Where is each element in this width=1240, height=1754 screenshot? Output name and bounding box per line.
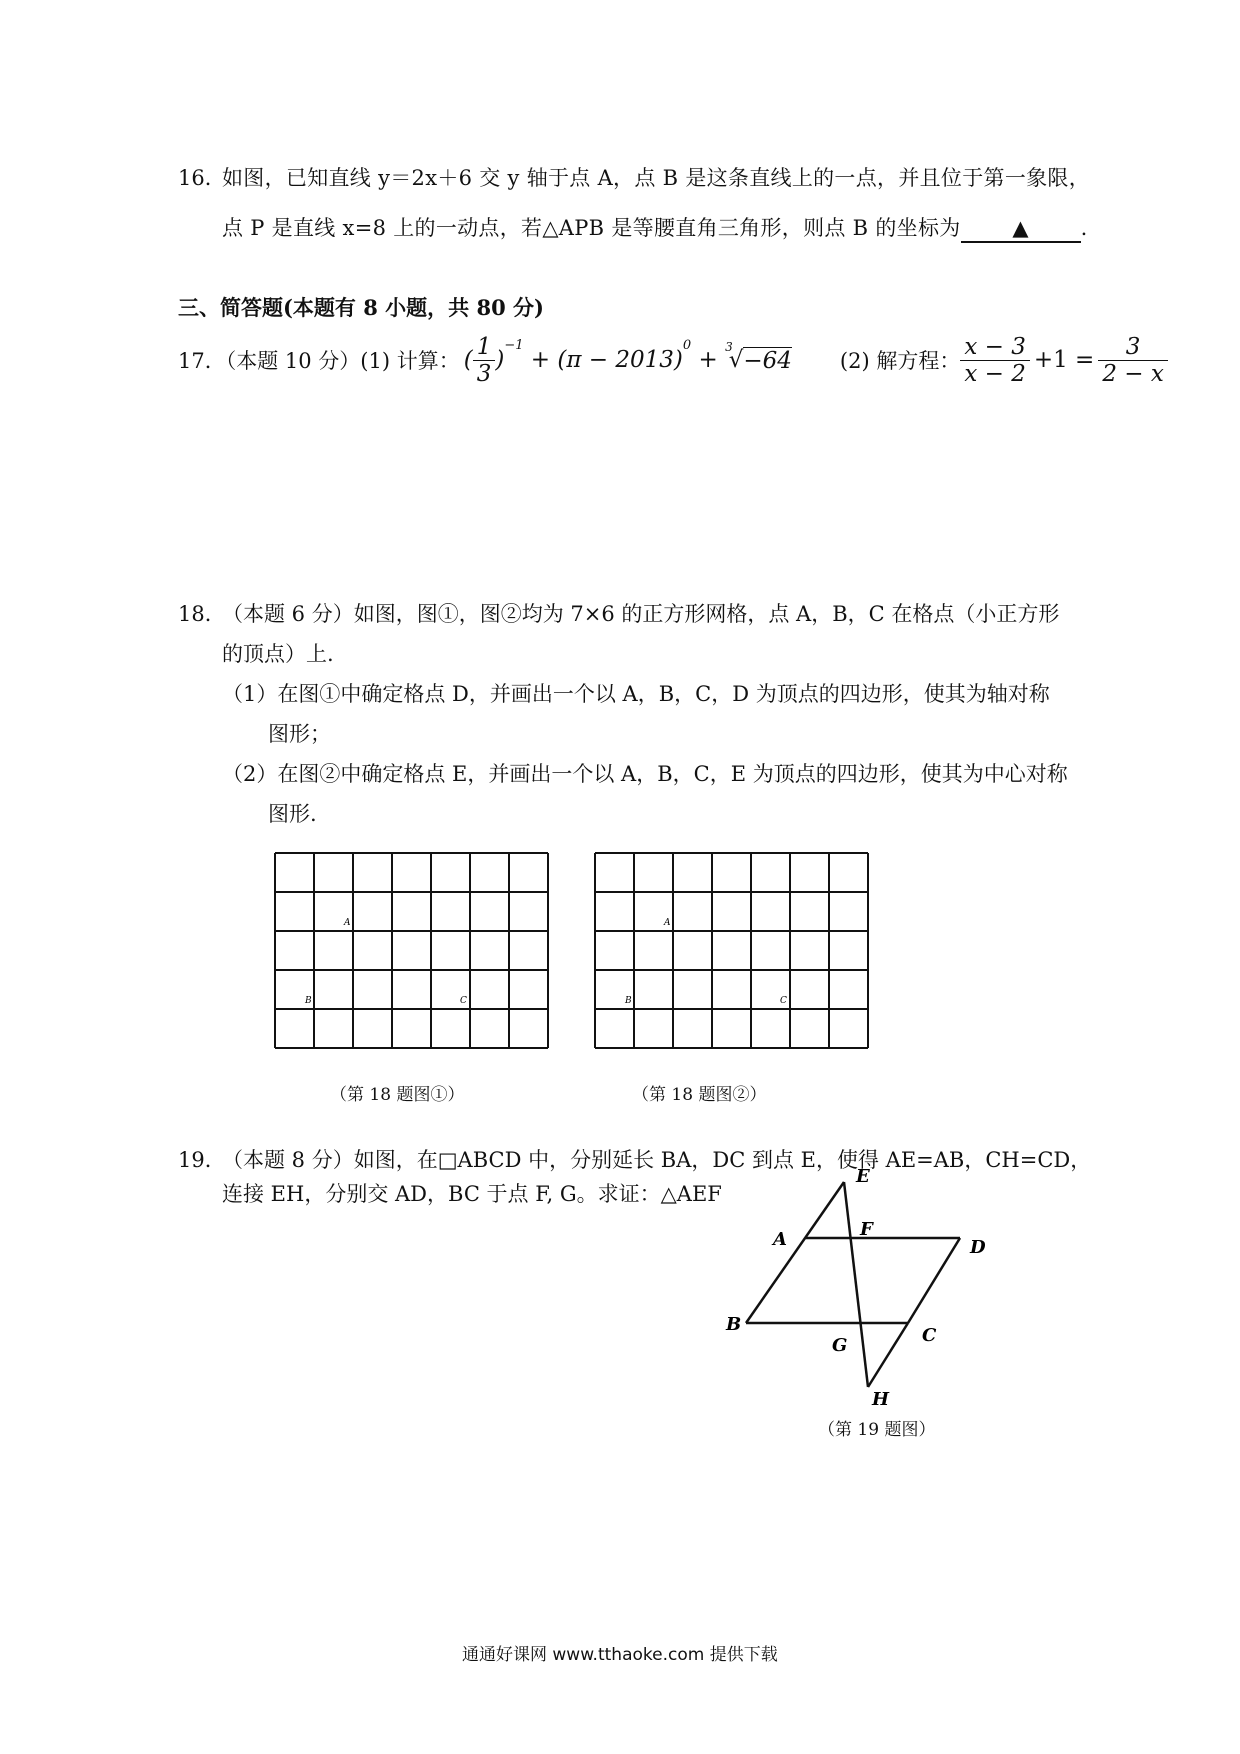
grid2-point-b-label: B: [625, 996, 632, 1006]
fig19-label-d: D: [970, 1237, 986, 1258]
q18-caption-2: （第 18 题图②）: [632, 1085, 767, 1105]
section3-title: 三、简答题(本题有 8 小题，共 80 分): [178, 295, 544, 320]
q17-lhs-fraction: [960, 334, 1030, 387]
q18-sub2-b: 图形.: [268, 802, 317, 826]
q17-lhs-num: x − 3: [960, 334, 1030, 361]
q17-frac-num: 1: [473, 334, 496, 361]
footer-text: 通通好课网 www.tthaoke.com 提供下载: [462, 1645, 778, 1665]
fig19-label-e: E: [856, 1166, 870, 1187]
parallelogram-figure: [720, 1165, 1000, 1425]
grid2-point-c-label: C: [780, 996, 787, 1006]
q18-sub1-b: 图形；: [268, 722, 331, 746]
grid-figure-1: [270, 848, 558, 1058]
q17-exp-neg1: −1: [504, 337, 524, 353]
grid-lines-1: [275, 853, 548, 1048]
q17-fraction-one-third: [473, 334, 496, 387]
q17-plus: +: [691, 347, 726, 373]
q17-root-index: 3: [725, 339, 733, 354]
q17-frac-den: 3: [476, 360, 492, 387]
q17-part1-expression: ( $\frac{1}{3}$ ) $^{-1}$ + (π − 2013) $^0$ + $^3$ √ −64: [463, 333, 792, 387]
q18-sub1-a: （1）在图①中确定格点 D，并画出一个以 A，B，C，D 为顶点的四边形，使其为轴对称: [222, 682, 1050, 706]
q17-prefix: 17．（本题 10 分）(1) 计算：: [178, 349, 460, 373]
grid1-point-b-label: B: [305, 996, 312, 1006]
q17-rhs-den: 2 − x: [1102, 360, 1164, 387]
q17-rhs-num: 3: [1098, 334, 1168, 361]
q16-answer-blank: [961, 217, 1081, 243]
radical-sign-icon: √: [728, 347, 744, 373]
q19-number: 19．: [178, 1148, 226, 1172]
fig19-label-g: G: [832, 1335, 848, 1356]
q17-root-arg: −64: [743, 347, 792, 374]
q16-line2-text: 点 P 是直线 x=8 上的一动点，若△APB 是等腰直角三角形，则点 B 的坐标为: [222, 216, 961, 240]
fig19-label-a: A: [773, 1229, 787, 1250]
q18-caption-1: （第 18 题图①）: [330, 1085, 465, 1105]
q19-line1: （本题 8 分）如图，在□ABCD 中，分别延长 BA，DC 到点 E，使得 AE=AB，CH=CD，: [222, 1148, 1092, 1172]
grid-figure-2: [590, 848, 878, 1058]
q17-part2-equation: [960, 334, 1168, 387]
q17-rhs-fraction: [1098, 334, 1168, 387]
q19-line2: 连接 EH，分别交 AD，BC 于点 F, G。求证：△AEF: [222, 1182, 722, 1206]
fig19-label-h: H: [872, 1389, 890, 1410]
q16-blank-symbol: ▲: [1012, 216, 1029, 240]
q18-line2: 的顶点）上.: [222, 642, 334, 666]
fig19-label-c: C: [922, 1325, 937, 1346]
q17-lhs-den: x − 2: [964, 360, 1026, 387]
q16-line1: 如图，已知直线 y＝2x＋6 交 y 轴于点 A，点 B 是这条直线上的一点，并且位于第一象限，: [222, 166, 1091, 190]
grid-lines-2: [595, 853, 868, 1048]
q19-caption: （第 19 题图）: [818, 1420, 936, 1440]
fig19-label-f: F: [860, 1219, 873, 1240]
grid1-point-c-label: C: [460, 996, 467, 1006]
q17-exp0: 0: [682, 337, 692, 353]
grid1-point-a-label: A: [344, 918, 351, 928]
q18-line1: （本题 6 分）如图，图①，图②均为 7×6 的正方形网格，点 A，B，C 在格点（小正方形: [222, 602, 1060, 626]
q16-line2: [222, 212, 1088, 243]
q16-end: .: [1080, 216, 1088, 240]
q17-line: [178, 330, 1168, 390]
q17-mid: + (π − 2013): [523, 347, 683, 373]
grid2-point-a-label: A: [664, 918, 671, 928]
fig19-label-b: B: [726, 1314, 742, 1335]
q17-part2-plus: +1 =: [1033, 347, 1095, 373]
q16-number: 16．: [178, 166, 226, 190]
q18-sub2-a: （2）在图②中确定格点 E，并画出一个以 A，B，C，E 为顶点的四边形，使其为中心对称: [222, 762, 1068, 786]
q18-number: 18．: [178, 602, 226, 626]
parallelogram-lines: [746, 1182, 960, 1387]
q17-part2-label: (2) 解方程：: [839, 349, 961, 373]
